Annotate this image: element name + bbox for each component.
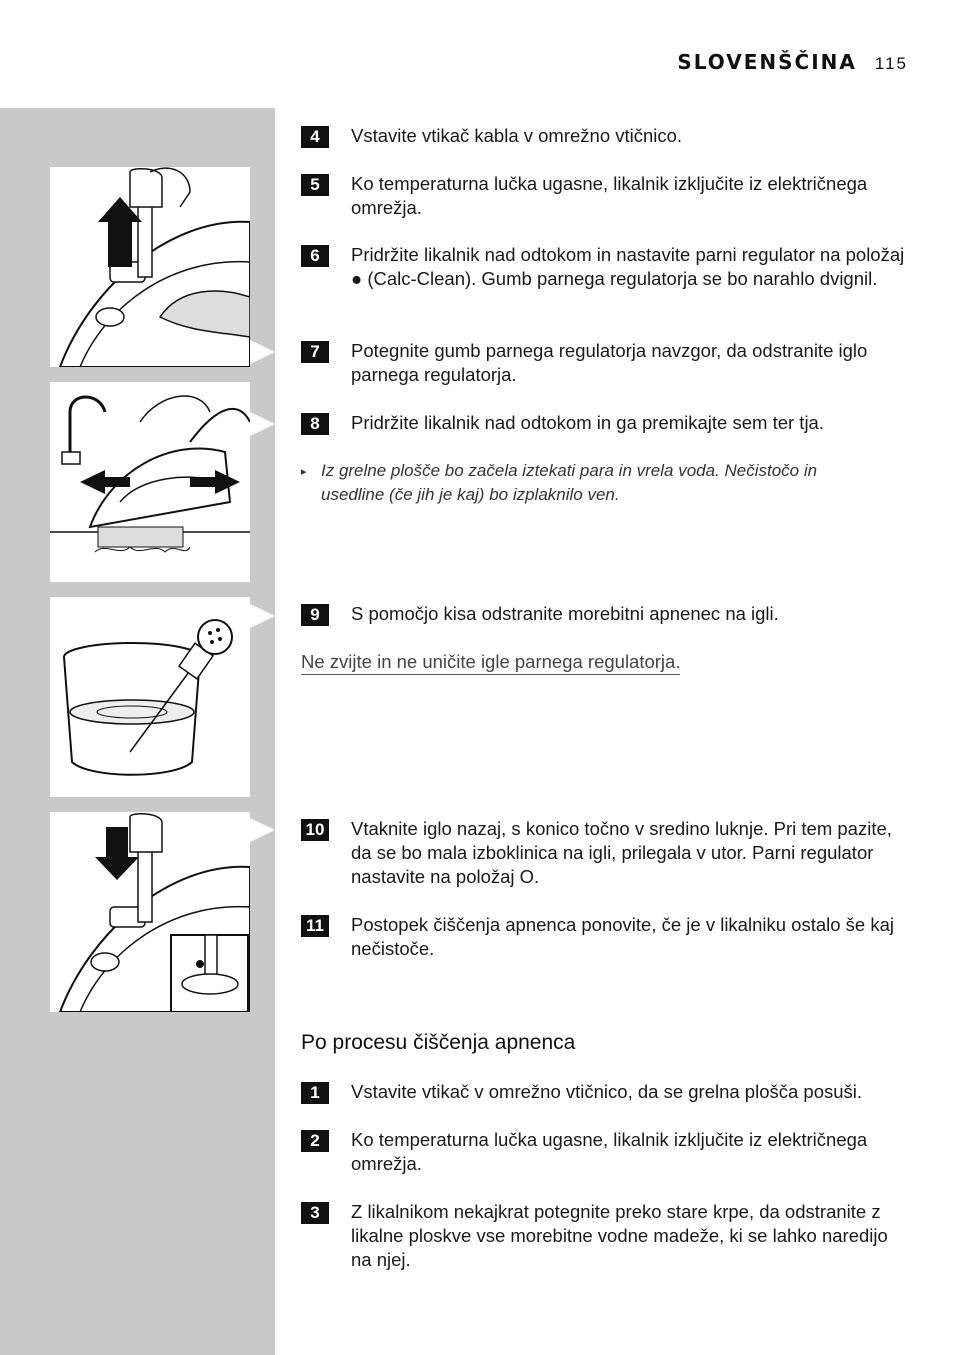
step-text: Z likalnikom nekajkrat potegnite preko stare krpe, da odstranite z likalne ploskve vse morebitne vodne madeže, ki se lahko naredijo na njej. — [351, 1201, 888, 1270]
step-text: Ko temperaturna lučka ugasne, likalnik izključite iz električnega omrežja. — [351, 1129, 868, 1174]
illustration-remove-needle — [50, 167, 250, 367]
step-number: 6 — [301, 245, 329, 267]
illustration-needle-vinegar — [50, 597, 250, 797]
page-number: 115 — [874, 54, 908, 73]
note-text: Iz grelne plošče bo začela iztekati para in vrela voda. Nečistočo in usedline (če jih je kaj) bo izplaknilo ven. — [321, 461, 818, 504]
after-step-2 — [301, 1128, 911, 1176]
warning-text: Ne zvijte in ne uničite igle parnega regulatorja. — [301, 650, 680, 675]
illustration-pointer — [250, 412, 275, 436]
step-number: 8 — [301, 413, 329, 435]
illustration-pointer — [250, 604, 275, 628]
iron-needle-down-illustration — [50, 812, 250, 1012]
language-title: SLOVENŠČINA — [677, 50, 857, 74]
step-text: Postopek čiščenja apnenca ponovite, če je v likalniku ostalo še kaj nečistoče. — [351, 914, 894, 959]
illustration-pointer — [250, 340, 275, 364]
needle-in-vinegar-illustration — [50, 597, 250, 797]
step-11 — [301, 913, 911, 961]
step-text: Vtaknite iglo nazaj, s konico točno v sredino luknje. Pri tem pazite, da se bo mala izboklinica na igli, prilegala v utor. Parni regulator nastavite na položaj O. — [351, 818, 892, 887]
step-text: Vstavite vtikač v omrežno vtičnico, da se grelna plošča posuši. — [351, 1081, 863, 1102]
illustration-insert-needle — [50, 812, 250, 1012]
section-title: Po procesu čiščenja apnenca — [301, 1031, 576, 1054]
step-text: Vstavite vtikač kabla v omrežno vtičnico. — [351, 125, 683, 146]
step-text: Potegnite gumb parnega regulatorja navzgor, da odstranite iglo parnega regulatorja. — [351, 340, 868, 385]
step-number: 9 — [301, 604, 329, 626]
step-text: Ko temperaturna lučka ugasne, likalnik izključite iz električnega omrežja. — [351, 173, 868, 218]
step-8 — [301, 411, 911, 435]
step-number: 10 — [301, 819, 329, 841]
step-number: 1 — [301, 1082, 329, 1104]
step-number: 3 — [301, 1202, 329, 1224]
step-text: Pridržite likalnik nad odtokom in ga premikajte sem ter tja. — [351, 412, 824, 433]
step-number: 7 — [301, 341, 329, 363]
step-6 — [301, 243, 911, 291]
result-note — [301, 459, 861, 507]
step-9 — [301, 602, 911, 626]
after-step-3 — [301, 1200, 911, 1272]
step-text: S pomočjo kisa odstranite morebitni apnenec na igli. — [351, 603, 779, 624]
triangle-bullet-icon: ▸ — [301, 466, 307, 478]
step-number: 2 — [301, 1130, 329, 1152]
step-7 — [301, 339, 911, 387]
step-number: 5 — [301, 174, 329, 196]
iron-needle-up-illustration — [50, 167, 250, 367]
illustration-pointer — [250, 818, 275, 842]
illustration-iron-over-sink — [50, 382, 250, 582]
step-number: 4 — [301, 126, 329, 148]
step-10 — [301, 817, 911, 889]
after-step-1 — [301, 1080, 911, 1104]
step-text: Pridržite likalnik nad odtokom in nastavite parni regulator na položaj ● (Calc-Clean). Gumb parnega regulatorja se bo narahlo dvignil. — [351, 244, 905, 289]
page-header — [677, 50, 908, 74]
step-5 — [301, 172, 911, 220]
iron-sink-illustration — [50, 382, 250, 582]
step-number: 11 — [301, 915, 329, 937]
step-4 — [301, 124, 911, 148]
